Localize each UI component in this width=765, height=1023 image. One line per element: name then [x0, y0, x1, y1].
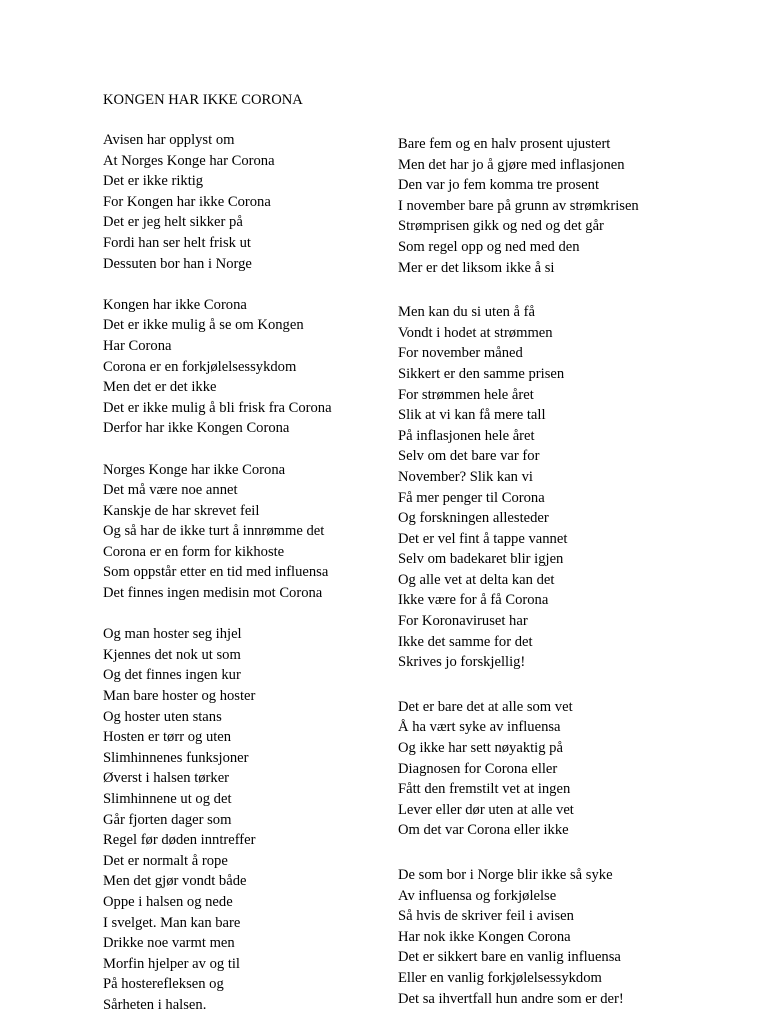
poem-line: Det er jeg helt sikker på	[103, 214, 243, 231]
poem-line: For Kongen har ikke Corona	[103, 193, 271, 210]
poem-line: Det må være noe annet	[103, 482, 238, 499]
poem-line: Ikke være for å få Corona	[398, 592, 549, 609]
poem-line: Det er ikke mulig å bli frisk fra Corona	[103, 399, 332, 416]
poem-line: Derfor har ikke Kongen Corona	[103, 420, 290, 437]
poem-line: At Norges Konge har Corona	[103, 152, 275, 169]
stanza	[398, 302, 639, 673]
poem-line: Og man hoster seg ihjel	[103, 626, 242, 643]
poem-line: Få mer penger til Corona	[398, 489, 545, 506]
poem-line: Drikke noe varmt men	[103, 935, 235, 952]
poem-line: Skrives jo forskjellig!	[398, 654, 526, 671]
poem-line: Men kan du si uten å få	[398, 304, 535, 321]
stanza	[398, 134, 639, 278]
poem-line: I november bare på grunn av strømkrisen	[398, 197, 639, 214]
stanza	[103, 130, 332, 274]
poem-line: Regel før døden inntreffer	[103, 832, 256, 849]
stanza	[103, 624, 332, 1015]
poem-line: Vondt i hodet at strømmen	[398, 324, 553, 341]
stanza	[398, 697, 639, 841]
poem-line: Det er ikke riktig	[103, 173, 204, 190]
stanza	[103, 295, 332, 439]
poem-line: Kongen har ikke Corona	[103, 296, 247, 313]
poem-line: På hosterefleksen og	[103, 976, 224, 993]
poem-line: Corona er en form for kikhoste	[103, 543, 285, 560]
poem-line: Corona er en forkjølelsessykdom	[103, 358, 297, 375]
poem-line: Slimhinnenes funksjoner	[103, 749, 249, 766]
poem-line: Det er sikkert bare en vanlig influensa	[398, 949, 621, 966]
poem-line: Bare fem og en halv prosent ujustert	[398, 136, 611, 152]
poem-line: Diagnosen for Corona eller	[398, 760, 558, 777]
poem-line: Den var jo fem komma tre prosent	[398, 177, 600, 194]
poem-line: Det er ikke mulig å se om Kongen	[103, 317, 304, 334]
poem-line: Som oppstår etter en tid med influensa	[103, 564, 329, 581]
poem-line: Man bare hoster og hoster	[103, 688, 256, 705]
poem-line: For strømmen hele året	[398, 386, 534, 403]
poem-line: Og det finnes ingen kur	[103, 667, 241, 684]
poem-line: Har Corona	[103, 337, 172, 354]
poem-line: Selv om det bare var for	[398, 448, 540, 465]
poem-line: Og ikke har sett nøyaktig på	[398, 740, 563, 757]
poem-line: De som bor i Norge blir ikke så syke	[398, 867, 613, 883]
poem-line: November? Slik kan vi	[398, 468, 533, 485]
poem-line: Fått den fremstilt vet at ingen	[398, 781, 571, 798]
poem-line: Det er bare det at alle som vet	[398, 698, 573, 715]
poem-line: Og forskningen allesteder	[398, 510, 549, 527]
poem-line: Går fjorten dager som	[103, 811, 232, 828]
poem-line: Øverst i halsen tørker	[103, 770, 230, 787]
poem-line: Strømprisen gikk og ned og det går	[398, 218, 604, 235]
poem-line: Norges Konge har ikke Corona	[103, 461, 286, 478]
poem-line: Så hvis de skriver feil i avisen	[398, 908, 574, 925]
poem-line: Det sa ihvertfall hun andre som er der!	[398, 990, 624, 1007]
poem-line: Har nok ikke Kongen Corona	[398, 928, 571, 945]
poem-line: Dessuten bor han i Norge	[103, 255, 252, 272]
poem-line: For Koronaviruset har	[398, 613, 528, 630]
poem-line: Av influensa og forkjølelse	[398, 887, 557, 904]
poem-line: Men det har jo å gjøre med inflasjonen	[398, 156, 625, 173]
poem-line: Hosten er tørr og uten	[103, 729, 232, 746]
poem-line: Fordi han ser helt frisk ut	[103, 234, 251, 251]
poem-line: Og hoster uten stans	[103, 708, 222, 725]
stanza	[398, 865, 639, 1009]
poem-title: KONGEN HAR IKKE CORONA	[103, 92, 303, 108]
poem-line: Slik at vi kan få mere tall	[398, 407, 546, 424]
poem-line: Det er vel fint å tappe vannet	[398, 530, 568, 547]
poem-line: Å ha vært syke av influensa	[398, 719, 561, 736]
stanza	[103, 460, 332, 604]
right-column	[398, 134, 639, 1009]
poem-line: Som regel opp og ned med den	[398, 238, 580, 255]
poem-line: Om det var Corona eller ikke	[398, 822, 569, 839]
poem-line: Lever eller dør uten at alle vet	[398, 801, 574, 818]
poem-line: Og så har de ikke turt å innrømme det	[103, 523, 325, 540]
poem-line: Morfin hjelper av og til	[103, 955, 240, 972]
poem-line: I svelget. Man kan bare	[103, 914, 241, 931]
poem-line: For november måned	[398, 345, 523, 362]
poem-line: Avisen har opplyst om	[103, 132, 235, 148]
left-column	[103, 130, 332, 1016]
poem-line: På inflasjonen hele året	[398, 427, 535, 444]
poem-line: Selv om badekaret blir igjen	[398, 551, 564, 568]
poem-line: Sårheten i halsen.	[103, 996, 207, 1013]
poem-line: Men det gjør vondt både	[103, 873, 247, 890]
poem-line: Slimhinnene ut og det	[103, 791, 232, 807]
poem-line: Kjennes det nok ut som	[103, 646, 241, 663]
poem-line: Det er normalt å rope	[103, 852, 228, 869]
poem-line: Eller en vanlig forkjølelsessykdom	[398, 969, 602, 986]
poem-line: Og alle vet at delta kan det	[398, 571, 555, 588]
poem-line: Kanskje de har skrevet feil	[103, 502, 260, 519]
poem-line: Men det er det ikke	[103, 379, 217, 396]
poem-line: Sikkert er den samme prisen	[398, 365, 565, 382]
poem-line: Mer er det liksom ikke å si	[398, 259, 555, 276]
poem-line: Det finnes ingen medisin mot Corona	[103, 585, 323, 602]
poem-line: Ikke det samme for det	[398, 633, 533, 650]
poem-line: Oppe i halsen og nede	[103, 893, 233, 910]
